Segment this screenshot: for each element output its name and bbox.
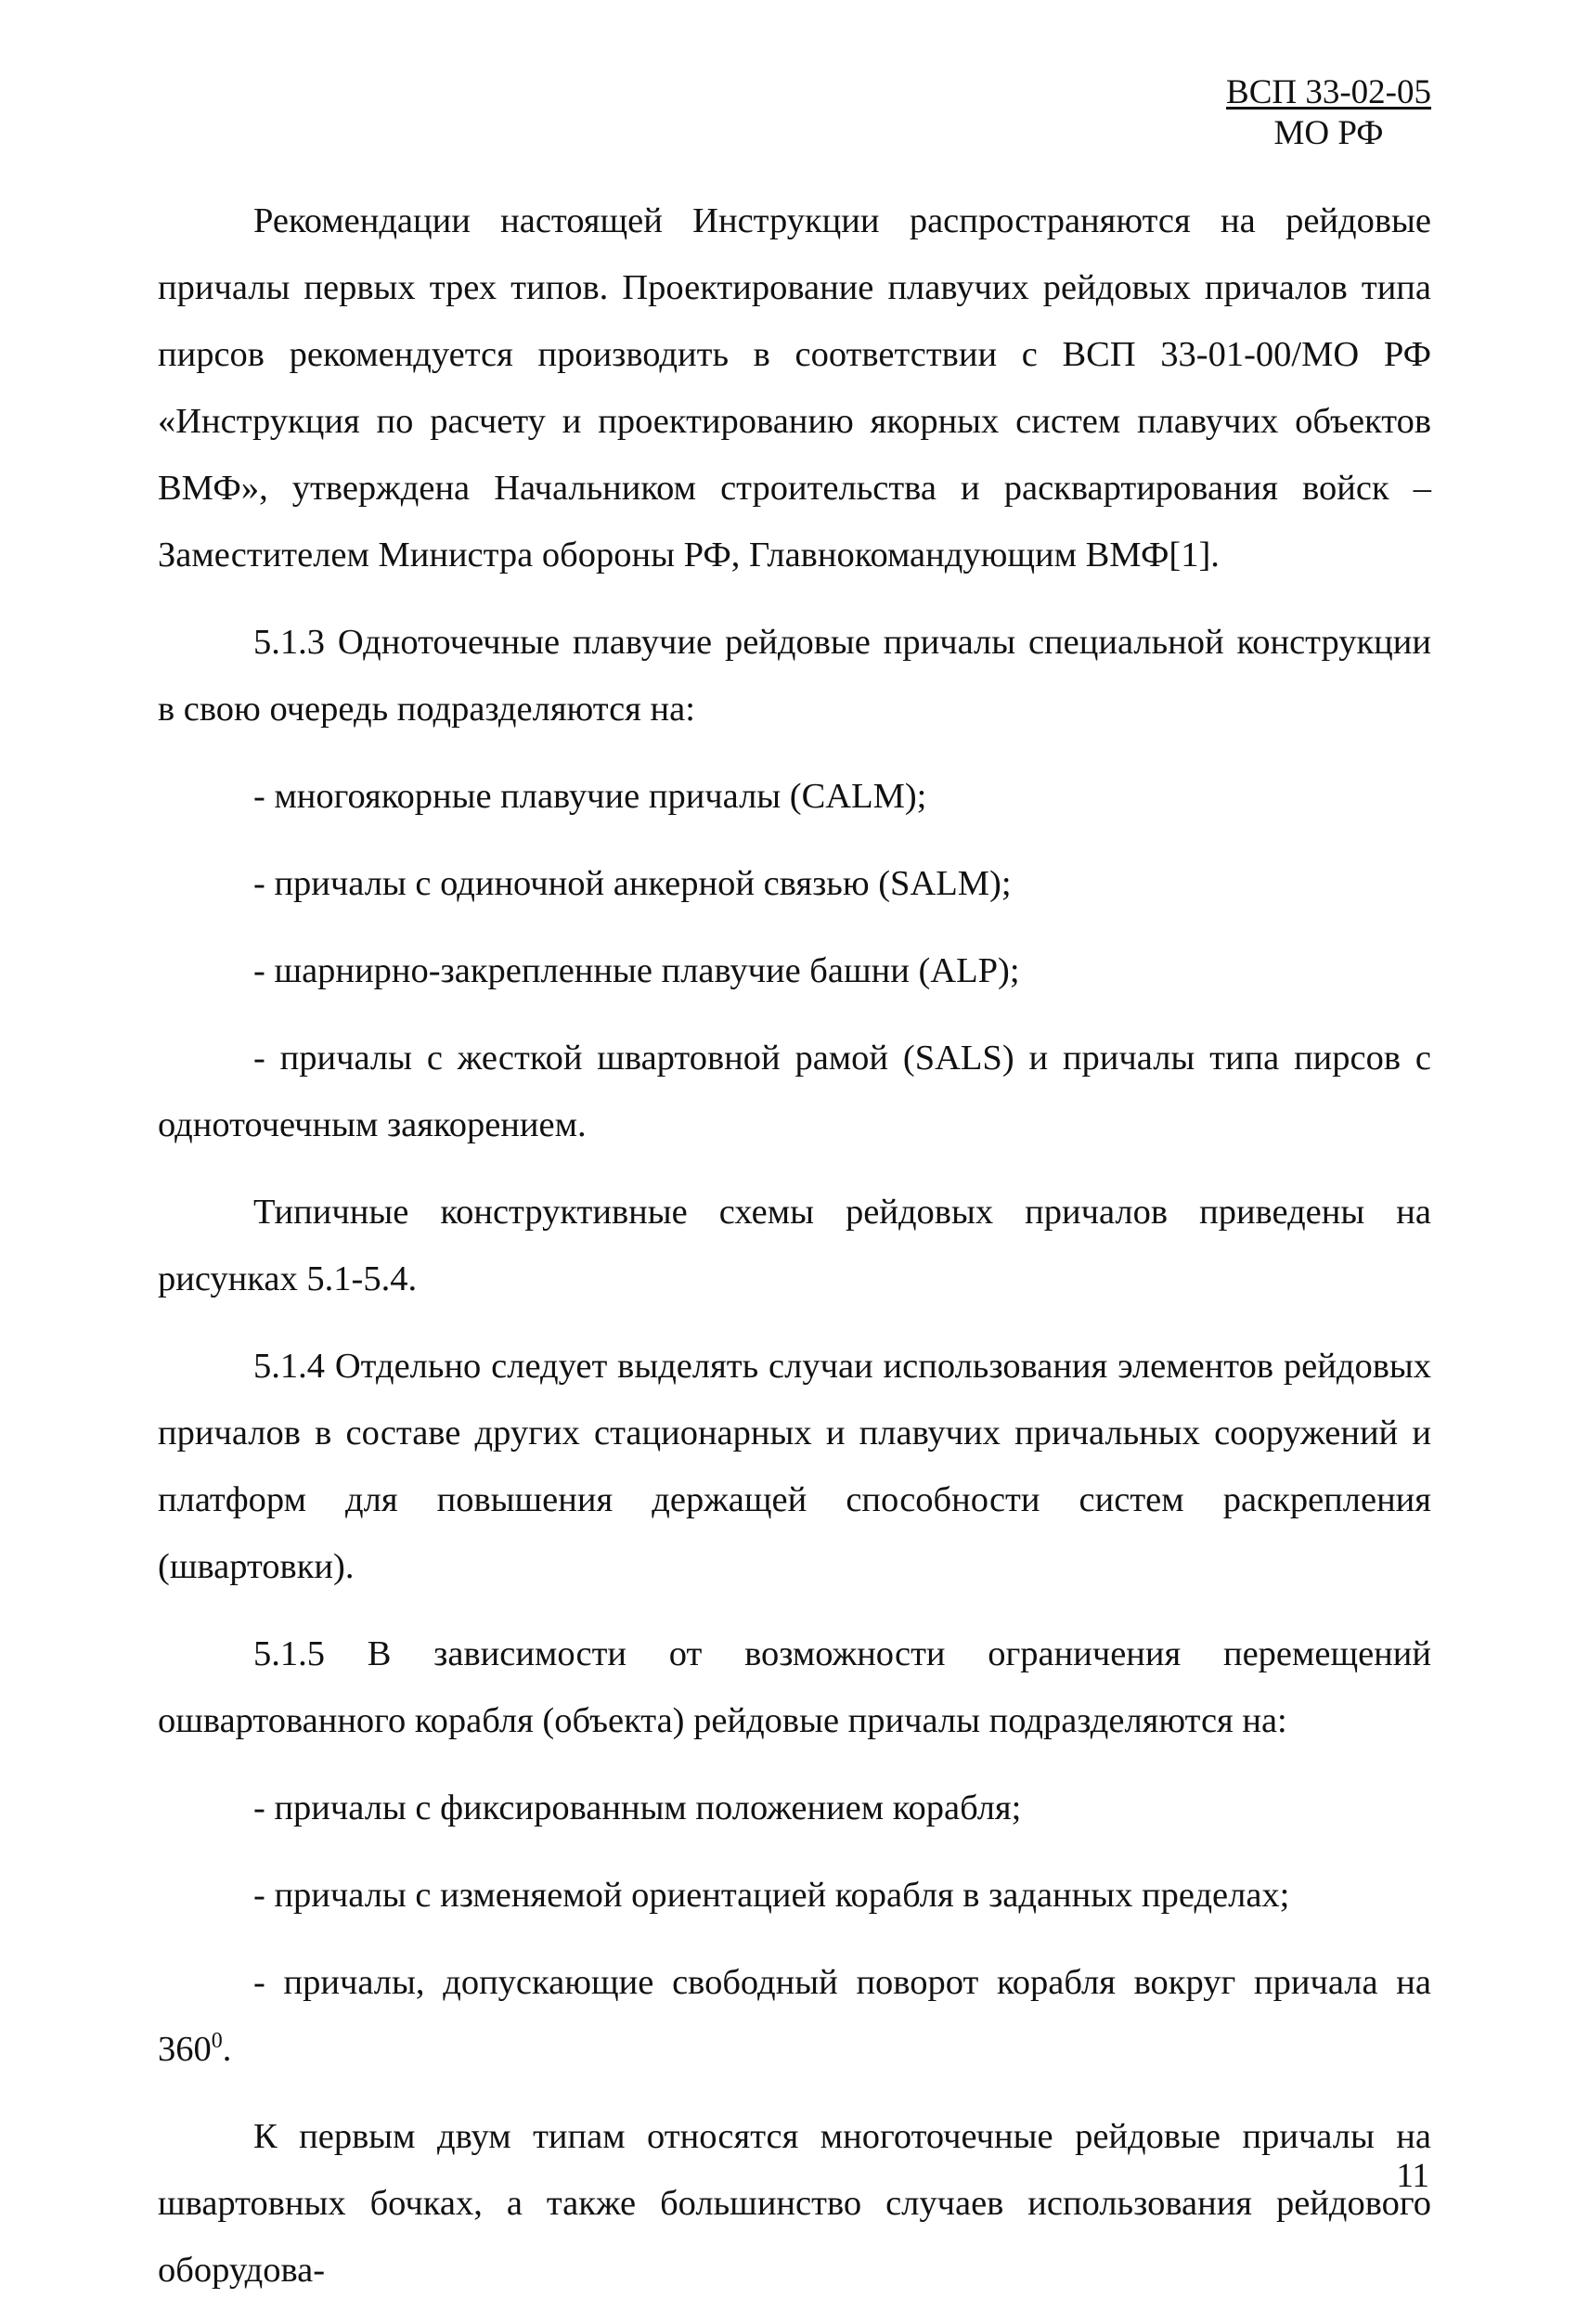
paragraph-5-1-5: 5.1.5 В зависимости от возможности ограничения перемещений ошвартованного корабля (объекта) рейдовые причалы подразделяются на: — [158, 1634, 1431, 1740]
paragraph-first-two-types: К первым двум типам относятся многоточечные рейдовые причалы на швартовных бочках, а также большинство случаев использования рейдового оборудова- — [158, 2117, 1431, 2290]
document-body — [158, 187, 1431, 2324]
paragraph-typical-schemes: Типичные конструктивные схемы рейдовых причалов приведены на рисунках 5.1-5.4. — [158, 1193, 1431, 1298]
list-item: - причалы с фиксированным положением корабля; — [253, 1788, 1022, 1827]
page-header — [1226, 72, 1431, 154]
paragraph-5-1-3: 5.1.3 Одноточечные плавучие рейдовые причалы специальной конструкции в свою очередь подразделяются на: — [158, 623, 1431, 729]
degree-superscript: 0 — [211, 2029, 223, 2054]
list-item: - причалы с одиночной анкерной связью (SALM); — [253, 864, 1012, 903]
list-item-rotation — [158, 1949, 1431, 2083]
list-item: - многоякорные плавучие причалы (CALM); — [253, 777, 927, 816]
organization-label: МО РФ — [1273, 114, 1384, 152]
list-item: - шарнирно-закрепленные плавучие башни (ALP); — [253, 951, 1020, 990]
paragraph-recommendations: Рекомендации настоящей Инструкции распространяются на рейдовые причалы первых трех типов. Проектирование плавучих рейдовых причалов типа пирсов рекомендуется производить в соответствии с ВСП 33-01-00/МО РФ «Инструкция по расчету и проектированию якорных систем плавучих объектов ВМФ», утверждена Начальником строительства и расквартирования войск – Заместителем Министра обороны РФ, Главнокомандующим ВМФ[1]. — [158, 201, 1431, 575]
paragraph-5-1-4: 5.1.4 Отдельно следует выделять случаи использования элементов рейдовых причалов в составе других стационарных и плавучих причальных сооружений и платформ для повышения держащей способности систем раскрепления (швартовки). — [158, 1347, 1431, 1586]
document-code: ВСП 33-02-05 — [1226, 73, 1431, 111]
list-item: - причалы с жесткой швартовной рамой (SALS) и причалы типа пирсов с одноточечным заякорением. — [158, 1039, 1431, 1144]
page-number: 11 — [1396, 2157, 1429, 2195]
rotation-item-text: - причалы, допускающие свободный поворот корабля вокруг причала на 360 — [158, 1963, 1431, 2069]
list-item: - причалы с изменяемой ориентацией корабля в заданных пределах; — [253, 1876, 1290, 1915]
rotation-item-end: . — [222, 2030, 232, 2069]
